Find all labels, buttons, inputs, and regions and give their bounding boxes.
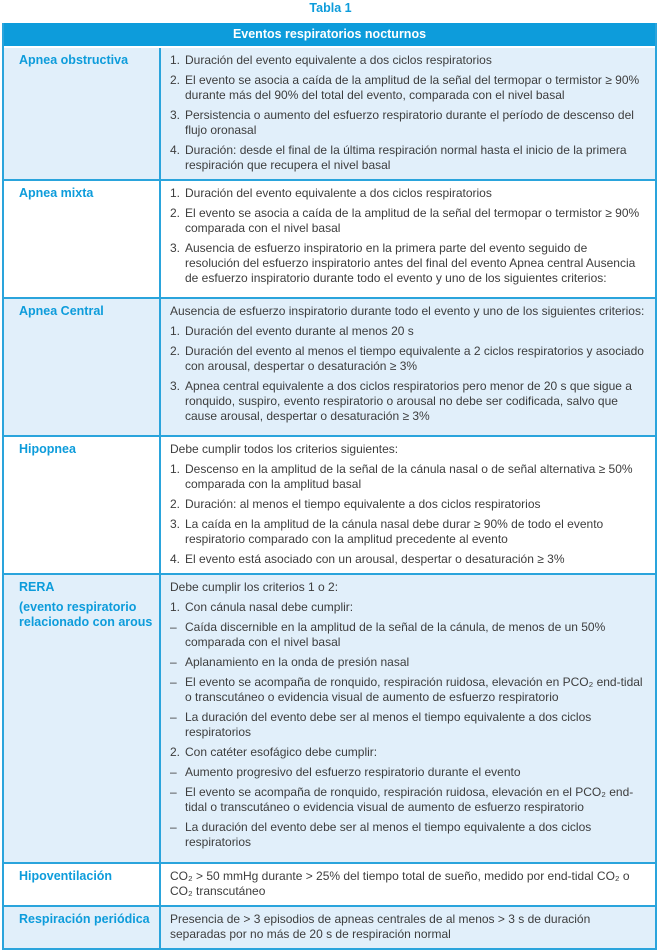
table-header: Eventos respiratorios nocturnos [4,23,655,46]
item-marker: 2. [170,73,181,87]
term-label: relacionado con arous [19,615,153,629]
term-cell [4,48,159,179]
term-label: RERA [19,580,55,594]
table-row [4,435,655,573]
item-marker: 2. [170,497,181,511]
item-text: El evento se acompaña de ronquido, respiración ruidosa, elevación en el PCO₂ end-tidal o transcutáneo o evidencia visual de aumento de esfuerzo respiratorio [185,785,634,814]
definition-cell [159,299,655,435]
item-marker: 1. [170,324,181,338]
item-text: Caída discernible en la amplitud de la señal de la cánula, de menos de un 50% comparada con el nivel basal [185,620,606,649]
item-marker: 3. [170,108,181,122]
page-title: Tabla 1 [309,1,352,15]
term-label: Apnea Central [19,304,104,318]
criterion-item [170,675,645,705]
criterion-item [170,206,645,236]
criterion-item [170,912,645,942]
criteria-table [2,23,657,950]
term-cell [4,907,159,948]
item-text: Duración del evento equivalente a dos ciclos respiratorios [185,53,492,67]
item-marker: 1. [170,600,181,614]
criterion-item [170,820,645,850]
item-text: Aumento progresivo del esfuerzo respiratorio durante el evento [185,765,521,779]
criterion-item [170,442,645,457]
item-marker: 3. [170,379,181,393]
criterion-item [170,497,645,512]
criterion-item [170,765,645,780]
term-cell [4,181,159,297]
item-text: Persistencia o aumento del esfuerzo respiratorio durante el período de descenso del flujo oronasal [185,108,634,137]
item-marker: 2. [170,344,181,358]
term-cell [4,299,159,435]
criterion-item [170,620,645,650]
item-text: Ausencia de esfuerzo inspiratorio en la primera parte del evento seguido de resolución del esfuerzo inspiratorio antes del final del evento Apnea central Ausencia de esfuerzo inspiratorio durante todo el evento y uno de los siguientes criterios: [185,241,636,285]
criterion-item [170,600,645,615]
item-marker: 1. [170,53,181,67]
item-text: La duración del evento debe ser al menos el tiempo equivalente a dos ciclos respiratorios [185,820,592,849]
definition-cell [159,575,655,862]
term-label: Hipoventilación [19,869,113,883]
term-label: Apnea mixta [19,186,94,200]
item-marker: – [170,765,177,779]
item-text: Duración: desde el final de la última respiración normal hasta el inicio de la primera respiración que recupera el nivel basal [185,143,627,172]
term-label: Apnea obstructiva [19,53,129,67]
item-text: Duración del evento durante al menos 20 s [185,324,414,338]
item-text: Duración: al menos el tiempo equivalente a dos ciclos respiratorios [185,497,541,511]
criterion-item [170,344,645,374]
table-row [4,905,655,948]
item-marker: 4. [170,143,181,157]
criterion-item [170,785,645,815]
item-text: Debe cumplir los criterios 1 o 2: [170,580,339,594]
criterion-item [170,324,645,339]
criterion-item [170,710,645,740]
item-text: El evento se asocia a caída de la amplitud de la señal del termopar o termistor ≥ 90% comparada con el nivel basal [185,206,640,235]
table-row [4,573,655,862]
item-text: El evento se asocia a caída de la amplitud de la señal del termopar o termistor ≥ 90% durante más del 90% del total del evento, comparada con el nivel basal [185,73,640,102]
item-text: CO₂ > 50 mmHg durante > 25% del tiempo total de sueño, medido por end-tidal CO₂ o CO₂ transcutáneo [170,869,630,898]
term-cell [4,437,159,573]
item-marker: – [170,785,177,799]
term-label: Respiración periódica [19,912,150,926]
item-marker: 4. [170,552,181,566]
table-row [4,297,655,435]
criterion-item [170,552,645,567]
criterion-item [170,462,645,492]
definition-cell [159,181,655,297]
item-text: Con cánula nasal debe cumplir: [185,600,354,614]
criterion-item [170,379,645,424]
item-marker: – [170,655,177,669]
criterion-item [170,869,645,899]
definition-cell [159,437,655,573]
item-text: Debe cumplir todos los criterios siguientes: [170,442,399,456]
criterion-item [170,53,645,68]
item-text: Descenso en la amplitud de la señal de la cánula nasal o de señal alternativa ≥ 50% comparada con la amplitud basal [185,462,633,491]
item-text: Con catéter esofágico debe cumplir: [185,745,378,759]
criterion-item [170,517,645,547]
item-marker: – [170,820,177,834]
term-cell [4,864,159,905]
item-text: Duración del evento al menos el tiempo equivalente a 2 ciclos respiratorios y asociado con arousal, despertar o desaturación ≥ 3% [185,344,644,373]
item-text: Duración del evento equivalente a dos ciclos respiratorios [185,186,492,200]
criterion-item [170,580,645,595]
criterion-item [170,186,645,201]
term-label: (evento respiratorio [19,600,137,614]
criterion-item [170,655,645,670]
item-text: Aplanamiento en la onda de presión nasal [185,655,410,669]
item-text: El evento está asociado con un arousal, despertar o desaturación ≥ 3% [185,552,565,566]
table-row [4,862,655,905]
item-marker: – [170,710,177,724]
term-cell [4,575,159,862]
criterion-item [170,108,645,138]
criterion-item [170,745,645,760]
item-text: La caída en la amplitud de la cánula nasal debe durar ≥ 90% de todo el evento respiratorio comparado con la amplitud precedente al evento [185,517,604,546]
definition-cell [159,907,655,948]
criterion-item [170,304,645,319]
item-marker: 1. [170,462,181,476]
item-marker: 2. [170,206,181,220]
item-text: Presencia de > 3 episodios de apneas centrales de al menos > 3 s de duración separadas por no más de 20 s de respiración normal [170,912,591,941]
definition-cell [159,864,655,905]
item-text: El evento se acompaña de ronquido, respiración ruidosa, elevación en PCO₂ end-tidal o transcutáneo o evidencia visual de aumento de esfuerzo respiratorio [185,675,643,704]
item-marker: 3. [170,517,181,531]
item-marker: 3. [170,241,181,255]
item-text: La duración del evento debe ser al menos el tiempo equivalente a dos ciclos respiratorios [185,710,592,739]
table-row [4,179,655,297]
item-marker: 1. [170,186,181,200]
item-text: Ausencia de esfuerzo inspiratorio durante todo el evento y uno de los siguientes criterios: [170,304,645,318]
criterion-item [170,143,645,173]
criterion-item [170,241,645,286]
item-marker: – [170,620,177,634]
term-label: Hipopnea [19,442,76,456]
item-text: Apnea central equivalente a dos ciclos respiratorios pero menor de 20 s que sigue a ronquido, suspiro, evento respiratorio o arousal no debe ser codificada, salvo que cause arousal, despertar o desaturación ≥ 3% [185,379,632,423]
table-row [4,48,655,179]
criterion-item [170,73,645,103]
table-body [4,48,655,948]
item-marker: – [170,675,177,689]
item-marker: 2. [170,745,181,759]
definition-cell [159,48,655,179]
